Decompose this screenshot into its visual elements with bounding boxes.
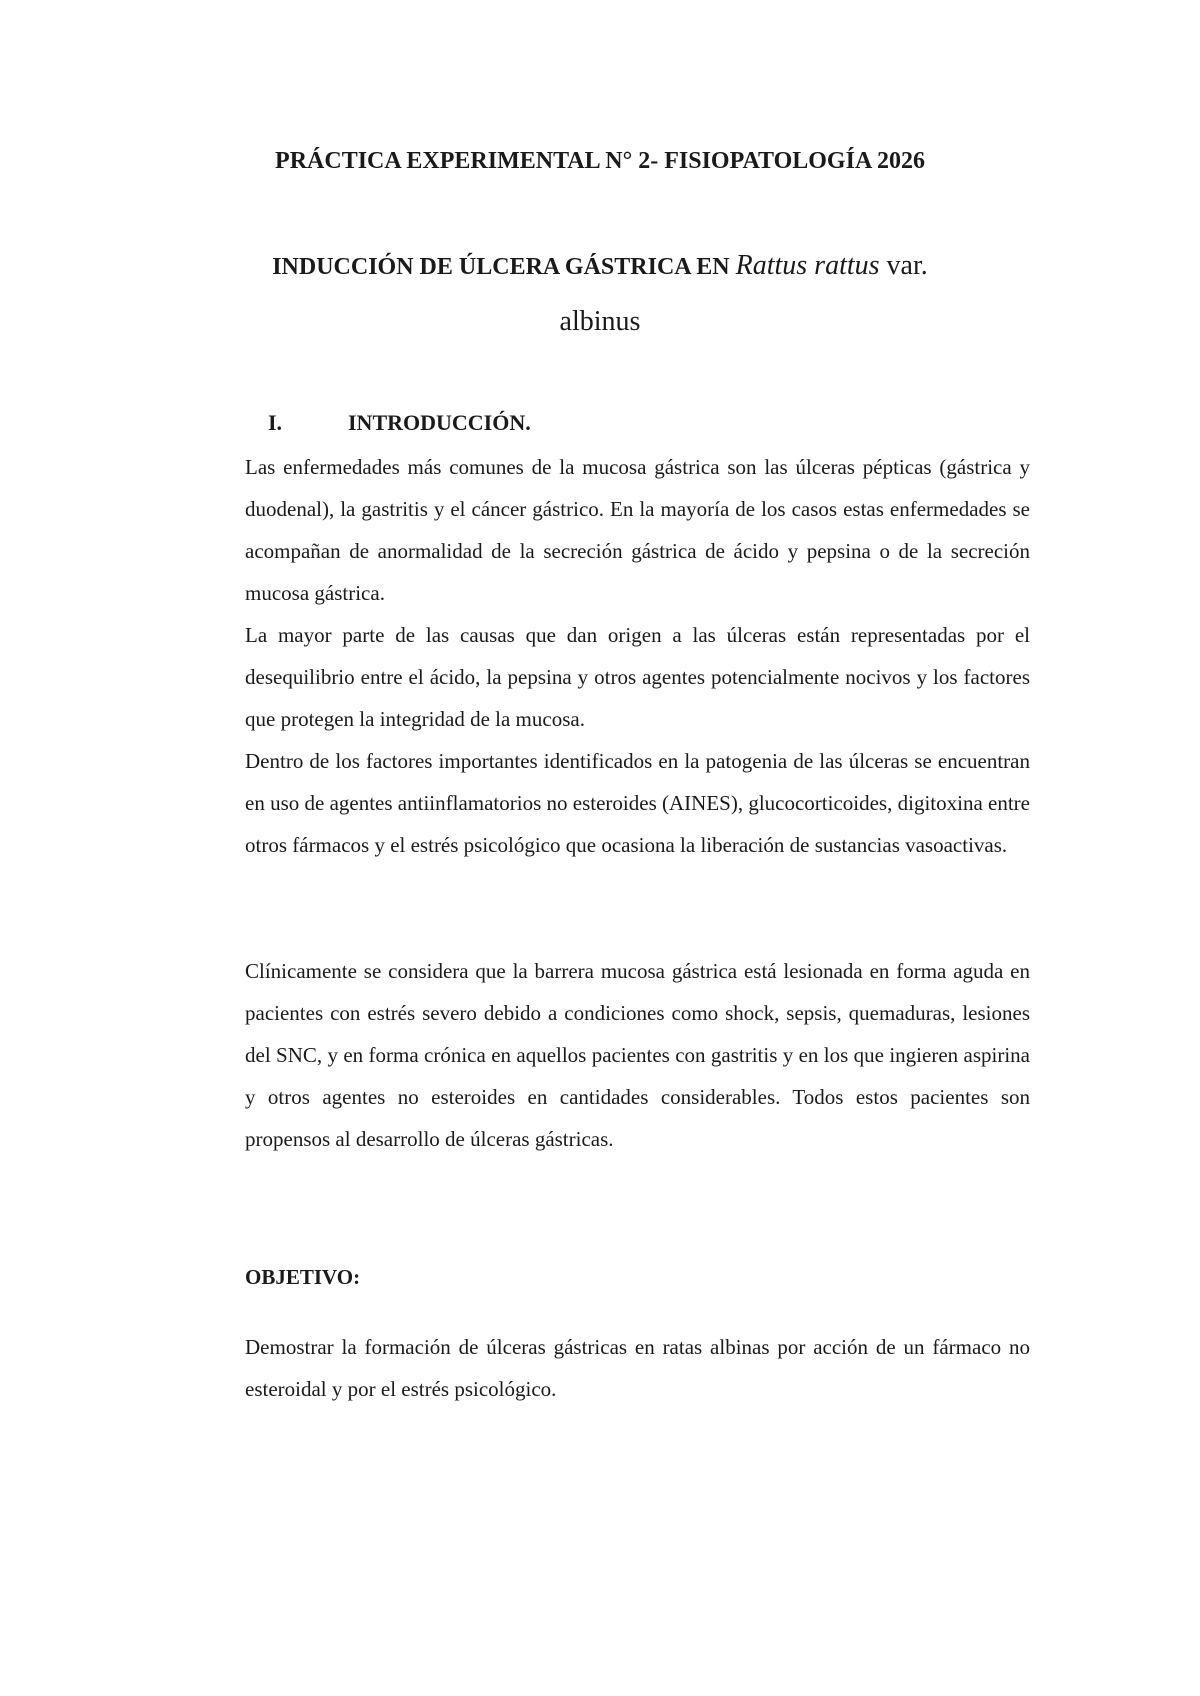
section-heading-introduccion [268,409,531,437]
subtitle-line2: albinus [559,306,641,337]
subtitle-species: Rattus rattus [735,250,880,281]
intro-paragraph-2: La mayor parte de las causas que dan origen a las úlceras están representadas por el desequilibrio entre el ácido, la pepsina y otros agentes potencialmente nocivos y los factores que protegen la integridad de la mucosa. [245,623,1030,731]
objective-paragraph: Demostrar la formación de úlceras gástricas en ratas albinas por acción de un fármaco no esteroidal y por el estrés psicológico. [245,1335,1030,1401]
objective-heading: OBJETIVO: [245,1265,361,1289]
intro-paragraph-1: Las enfermedades más comunes de la mucosa gástrica son las úlceras pépticas (gástrica y duodenal), la gastritis y el cáncer gástrico. En la mayoría de los casos estas enfermedades se acompañan de anormalidad de la secreción gástrica de ácido y pepsina o de la secreción mucosa gástrica. [245,455,1030,605]
practice-subtitle [170,251,1030,282]
intro-paragraph-3: Dentro de los factores importantes identificados en la patogenia de las úlceras se encuentran en uso de agentes antiinflamatorios no esteroides (AINES), glucocorticoides, digitoxina entre otros fármacos y el estrés psicológico que ocasiona la liberación de sustancias vasoactivas. [245,749,1030,857]
intro-paragraph-4: Clínicamente se considera que la barrera mucosa gástrica está lesionada en forma aguda en pacientes con estrés severo debido a condiciones como shock, sepsis, quemaduras, lesiones del SNC, y en forma crónica en aquellos pacientes con gastritis y en los que ingieren aspirina y otros agentes no esteroides en cantidades considerables. Todos estos pacientes son propensos al desarrollo de úlceras gástricas. [245,959,1030,1151]
subtitle-var: var. [879,250,928,281]
subtitle-lead: INDUCCIÓN DE ÚLCERA GÁSTRICA EN [272,254,736,280]
section-title: INTRODUCCIÓN. [348,410,531,435]
section-number: I. [268,410,283,435]
document-title: PRÁCTICA EXPERIMENTAL N° 2- FISIOPATOLOGÍA 2026 [275,148,925,174]
